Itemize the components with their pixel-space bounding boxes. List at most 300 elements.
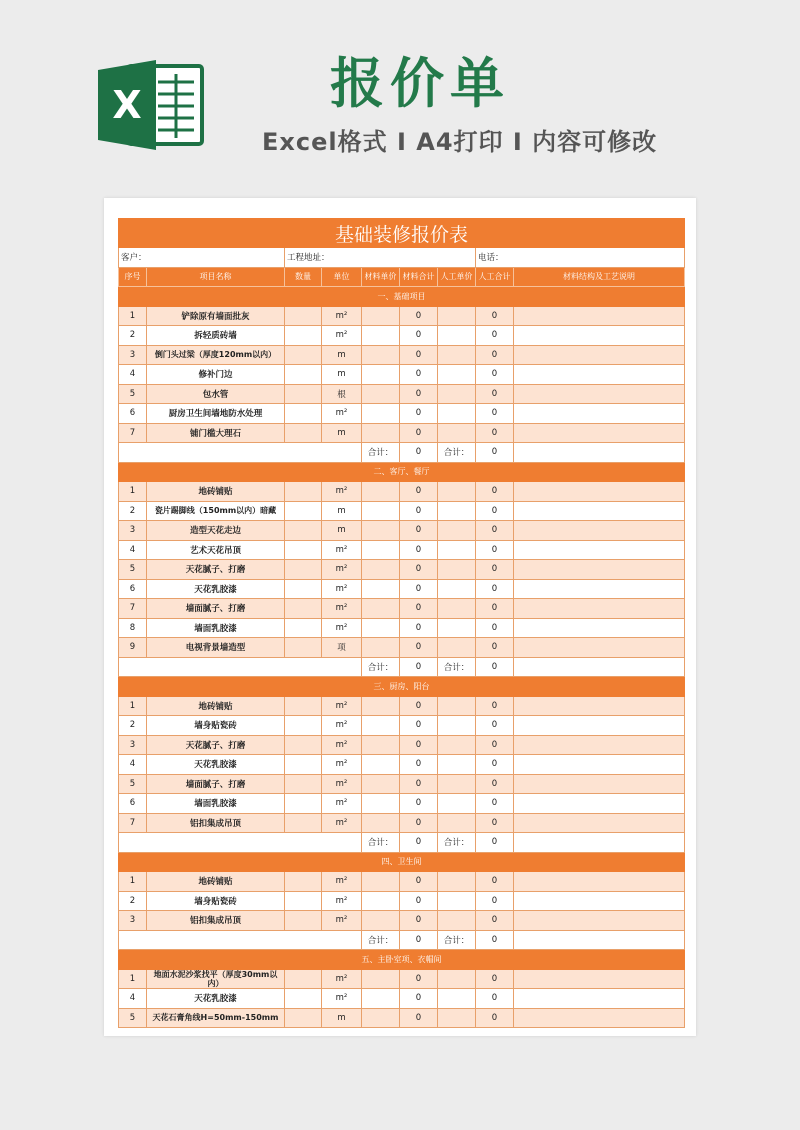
material-price-cell[interactable] xyxy=(362,716,400,736)
table-row[interactable] xyxy=(119,891,685,911)
subtotal-material: 0 xyxy=(400,657,438,677)
description-cell[interactable] xyxy=(514,735,685,755)
item-name[interactable]: 铺门槛大理石 xyxy=(147,423,285,443)
subtotal-labor: 0 xyxy=(476,833,514,853)
material-price-cell[interactable] xyxy=(362,384,400,404)
labor-total-cell: 0 xyxy=(476,384,514,404)
unit-cell: m xyxy=(322,423,362,443)
item-name[interactable]: 天花乳胶漆 xyxy=(147,755,285,775)
material-price-cell[interactable] xyxy=(362,735,400,755)
table-row[interactable] xyxy=(119,345,685,365)
quantity-cell[interactable] xyxy=(285,638,322,658)
labor-price-cell[interactable] xyxy=(438,989,476,1009)
address-field[interactable]: 工程地址： xyxy=(285,248,476,268)
item-name[interactable]: 墙面腻子、打磨 xyxy=(147,599,285,619)
labor-total-cell: 0 xyxy=(476,716,514,736)
material-price-cell[interactable] xyxy=(362,521,400,541)
quantity-cell[interactable] xyxy=(285,891,322,911)
table-row[interactable] xyxy=(119,521,685,541)
material-total-cell: 0 xyxy=(400,384,438,404)
item-name[interactable]: 铝扣集成吊顶 xyxy=(147,813,285,833)
item-name[interactable]: 天花腻子、打磨 xyxy=(147,735,285,755)
material-price-cell[interactable] xyxy=(362,813,400,833)
material-price-cell[interactable] xyxy=(362,345,400,365)
unit-cell: m² xyxy=(322,735,362,755)
item-name[interactable]: 造型天花走边 xyxy=(147,521,285,541)
description-cell[interactable] xyxy=(514,384,685,404)
labor-price-cell[interactable] xyxy=(438,423,476,443)
unit-cell: m² xyxy=(322,618,362,638)
quantity-cell[interactable] xyxy=(285,599,322,619)
material-total-cell: 0 xyxy=(400,911,438,931)
subtotal-material: 0 xyxy=(400,443,438,463)
labor-price-cell[interactable] xyxy=(438,540,476,560)
row-number: 8 xyxy=(119,618,147,638)
subtotal-spacer xyxy=(119,930,362,950)
table-row[interactable] xyxy=(119,872,685,892)
material-price-cell[interactable] xyxy=(362,618,400,638)
table-row[interactable] xyxy=(119,716,685,736)
row-number: 1 xyxy=(119,482,147,502)
labor-price-cell[interactable] xyxy=(438,774,476,794)
table-row[interactable] xyxy=(119,501,685,521)
quantity-cell[interactable] xyxy=(285,540,322,560)
labor-total-cell: 0 xyxy=(476,794,514,814)
item-name[interactable]: 修补门边 xyxy=(147,365,285,385)
section-title: 四、卫生间 xyxy=(119,852,685,872)
quantity-cell[interactable] xyxy=(285,813,322,833)
customer-field[interactable]: 客户： xyxy=(119,248,285,268)
table-row[interactable] xyxy=(119,326,685,346)
table-row[interactable] xyxy=(119,755,685,775)
material-total-cell: 0 xyxy=(400,794,438,814)
item-name[interactable]: 天花腻子、打磨 xyxy=(147,560,285,580)
material-price-cell[interactable] xyxy=(362,696,400,716)
item-name[interactable]: 墙面乳胶漆 xyxy=(147,618,285,638)
labor-total-cell: 0 xyxy=(476,326,514,346)
item-name[interactable]: 包水管 xyxy=(147,384,285,404)
subtotal-spacer xyxy=(119,443,362,463)
description-cell[interactable] xyxy=(514,521,685,541)
table-row[interactable] xyxy=(119,365,685,385)
row-number: 4 xyxy=(119,540,147,560)
item-name[interactable]: 墙面乳胶漆 xyxy=(147,794,285,814)
labor-price-cell[interactable] xyxy=(438,794,476,814)
labor-total-cell: 0 xyxy=(476,891,514,911)
quantity-cell[interactable] xyxy=(285,696,322,716)
quantity-cell[interactable] xyxy=(285,404,322,424)
col-header: 材料合计 xyxy=(400,267,438,287)
labor-price-cell[interactable] xyxy=(438,1008,476,1028)
row-number: 5 xyxy=(119,1008,147,1028)
item-name[interactable]: 天花石膏角线H=50mm-150mm xyxy=(147,1008,285,1028)
description-cell[interactable] xyxy=(514,326,685,346)
description-cell[interactable] xyxy=(514,696,685,716)
quantity-cell[interactable] xyxy=(285,345,322,365)
quantity-cell[interactable] xyxy=(285,755,322,775)
material-total-cell: 0 xyxy=(400,872,438,892)
section-title: 三、厨房、阳台 xyxy=(119,677,685,697)
table-row[interactable] xyxy=(119,618,685,638)
description-cell[interactable] xyxy=(514,345,685,365)
labor-price-cell[interactable] xyxy=(438,345,476,365)
description-cell[interactable] xyxy=(514,969,685,989)
labor-total-cell: 0 xyxy=(476,638,514,658)
labor-price-cell[interactable] xyxy=(438,306,476,326)
item-name[interactable]: 铲除原有墙面批灰 xyxy=(147,306,285,326)
material-price-cell[interactable] xyxy=(362,540,400,560)
labor-price-cell[interactable] xyxy=(438,560,476,580)
quantity-cell[interactable] xyxy=(285,1008,322,1028)
material-total-cell: 0 xyxy=(400,579,438,599)
description-cell[interactable] xyxy=(514,872,685,892)
unit-cell: m² xyxy=(322,813,362,833)
subtotal-spacer xyxy=(119,657,362,677)
unit-cell: m² xyxy=(322,404,362,424)
quantity-cell[interactable] xyxy=(285,989,322,1009)
labor-price-cell[interactable] xyxy=(438,716,476,736)
item-name[interactable]: 铝扣集成吊顶 xyxy=(147,911,285,931)
description-cell[interactable] xyxy=(514,794,685,814)
labor-total-cell: 0 xyxy=(476,813,514,833)
quantity-cell[interactable] xyxy=(285,521,322,541)
row-number: 6 xyxy=(119,404,147,424)
material-total-cell: 0 xyxy=(400,345,438,365)
table-row[interactable] xyxy=(119,540,685,560)
labor-total-cell: 0 xyxy=(476,521,514,541)
labor-total-cell: 0 xyxy=(476,501,514,521)
table-row[interactable] xyxy=(119,1008,685,1028)
unit-cell: m² xyxy=(322,989,362,1009)
quantity-cell[interactable] xyxy=(285,482,322,502)
item-name[interactable]: 瓷片踢脚线（150mm以内）暗藏 xyxy=(147,501,285,521)
material-total-cell: 0 xyxy=(400,813,438,833)
table-row[interactable] xyxy=(119,599,685,619)
table-row[interactable] xyxy=(119,813,685,833)
unit-cell: m² xyxy=(322,560,362,580)
description-cell[interactable] xyxy=(514,989,685,1009)
row-number: 4 xyxy=(119,755,147,775)
table-row[interactable] xyxy=(119,969,685,989)
item-name[interactable]: 墙面腻子、打磨 xyxy=(147,774,285,794)
description-cell[interactable] xyxy=(514,774,685,794)
subtotal-material: 0 xyxy=(400,930,438,950)
material-price-cell[interactable] xyxy=(362,579,400,599)
description-cell[interactable] xyxy=(514,638,685,658)
quantity-cell[interactable] xyxy=(285,423,322,443)
description-cell[interactable] xyxy=(514,599,685,619)
table-row[interactable] xyxy=(119,404,685,424)
labor-price-cell[interactable] xyxy=(438,755,476,775)
material-total-cell: 0 xyxy=(400,560,438,580)
quantity-cell[interactable] xyxy=(285,911,322,931)
table-row[interactable] xyxy=(119,735,685,755)
description-cell[interactable] xyxy=(514,911,685,931)
quantity-cell[interactable] xyxy=(285,501,322,521)
table-row[interactable] xyxy=(119,774,685,794)
quantity-cell[interactable] xyxy=(285,365,322,385)
labor-total-cell: 0 xyxy=(476,969,514,989)
unit-cell: m² xyxy=(322,716,362,736)
labor-price-cell[interactable] xyxy=(438,384,476,404)
labor-price-cell[interactable] xyxy=(438,911,476,931)
material-price-cell[interactable] xyxy=(362,599,400,619)
unit-cell: 项 xyxy=(322,638,362,658)
material-price-cell[interactable] xyxy=(362,501,400,521)
labor-total-cell: 0 xyxy=(476,872,514,892)
col-header: 数量 xyxy=(285,267,322,287)
description-cell[interactable] xyxy=(514,755,685,775)
quantity-cell[interactable] xyxy=(285,969,322,989)
material-price-cell[interactable] xyxy=(362,891,400,911)
description-cell[interactable] xyxy=(514,1008,685,1028)
row-number: 2 xyxy=(119,891,147,911)
table-row[interactable] xyxy=(119,482,685,502)
labor-price-cell[interactable] xyxy=(438,482,476,502)
item-name[interactable]: 地砖铺贴 xyxy=(147,872,285,892)
unit-cell: m² xyxy=(322,774,362,794)
material-price-cell[interactable] xyxy=(362,969,400,989)
unit-cell: m² xyxy=(322,794,362,814)
labor-price-cell[interactable] xyxy=(438,579,476,599)
table-row[interactable] xyxy=(119,560,685,580)
labor-price-cell[interactable] xyxy=(438,501,476,521)
description-cell[interactable] xyxy=(514,560,685,580)
description-cell[interactable] xyxy=(514,540,685,560)
quantity-cell[interactable] xyxy=(285,579,322,599)
row-number: 3 xyxy=(119,911,147,931)
row-number: 6 xyxy=(119,579,147,599)
quantity-cell[interactable] xyxy=(285,716,322,736)
table-row[interactable] xyxy=(119,579,685,599)
item-name[interactable]: 电视背景墙造型 xyxy=(147,638,285,658)
quantity-cell[interactable] xyxy=(285,618,322,638)
material-price-cell[interactable] xyxy=(362,774,400,794)
col-header: 材料单价 xyxy=(362,267,400,287)
material-price-cell[interactable] xyxy=(362,794,400,814)
material-price-cell[interactable] xyxy=(362,638,400,658)
page-subtitle: Excel格式 I A4打印 I 内容可修改 xyxy=(262,128,658,156)
subtotal-label: 合计： xyxy=(438,657,476,677)
labor-total-cell: 0 xyxy=(476,560,514,580)
material-total-cell: 0 xyxy=(400,755,438,775)
labor-price-cell[interactable] xyxy=(438,735,476,755)
unit-cell: m² xyxy=(322,326,362,346)
quantity-cell[interactable] xyxy=(285,735,322,755)
item-name[interactable]: 地砖铺贴 xyxy=(147,482,285,502)
unit-cell: m xyxy=(322,501,362,521)
subtotal-labor: 0 xyxy=(476,657,514,677)
material-price-cell[interactable] xyxy=(362,872,400,892)
phone-field[interactable]: 电话： xyxy=(476,248,685,268)
subtotal-label: 合计： xyxy=(438,833,476,853)
quote-table xyxy=(118,218,685,1028)
description-cell[interactable] xyxy=(514,365,685,385)
section-title: 一、基础项目 xyxy=(119,287,685,307)
labor-total-cell: 0 xyxy=(476,735,514,755)
labor-price-cell[interactable] xyxy=(438,638,476,658)
material-price-cell[interactable] xyxy=(362,560,400,580)
labor-total-cell: 0 xyxy=(476,482,514,502)
subtotal-label: 合计： xyxy=(362,833,400,853)
material-price-cell[interactable] xyxy=(362,423,400,443)
quantity-cell[interactable] xyxy=(285,872,322,892)
labor-total-cell: 0 xyxy=(476,618,514,638)
subtotal-row xyxy=(119,833,685,853)
description-cell[interactable] xyxy=(514,813,685,833)
material-price-cell[interactable] xyxy=(362,326,400,346)
description-cell[interactable] xyxy=(514,891,685,911)
item-name[interactable]: 艺术天花吊顶 xyxy=(147,540,285,560)
quantity-cell[interactable] xyxy=(285,384,322,404)
subtotal-row xyxy=(119,930,685,950)
material-total-cell: 0 xyxy=(400,1008,438,1028)
labor-total-cell: 0 xyxy=(476,755,514,775)
labor-price-cell[interactable] xyxy=(438,599,476,619)
item-name[interactable]: 地砖铺贴 xyxy=(147,696,285,716)
table-row[interactable] xyxy=(119,384,685,404)
material-total-cell: 0 xyxy=(400,735,438,755)
material-price-cell[interactable] xyxy=(362,365,400,385)
labor-price-cell[interactable] xyxy=(438,872,476,892)
row-number: 2 xyxy=(119,716,147,736)
unit-cell: m² xyxy=(322,872,362,892)
table-row[interactable] xyxy=(119,911,685,931)
row-number: 1 xyxy=(119,872,147,892)
labor-price-cell[interactable] xyxy=(438,521,476,541)
row-number: 7 xyxy=(119,813,147,833)
subtotal-spacer xyxy=(514,657,685,677)
material-price-cell[interactable] xyxy=(362,911,400,931)
material-total-cell: 0 xyxy=(400,638,438,658)
quantity-cell[interactable] xyxy=(285,560,322,580)
row-number: 7 xyxy=(119,423,147,443)
quantity-cell[interactable] xyxy=(285,306,322,326)
item-name[interactable]: 墙身贴瓷砖 xyxy=(147,716,285,736)
quantity-cell[interactable] xyxy=(285,794,322,814)
material-total-cell: 0 xyxy=(400,365,438,385)
labor-price-cell[interactable] xyxy=(438,969,476,989)
material-price-cell[interactable] xyxy=(362,989,400,1009)
item-name[interactable]: 厨房卫生间墙地防水处理 xyxy=(147,404,285,424)
row-number: 3 xyxy=(119,735,147,755)
item-name[interactable]: 天花乳胶漆 xyxy=(147,989,285,1009)
material-price-cell[interactable] xyxy=(362,1008,400,1028)
description-cell[interactable] xyxy=(514,501,685,521)
subtotal-labor: 0 xyxy=(476,930,514,950)
item-name[interactable]: 拆轻质砖墙 xyxy=(147,326,285,346)
labor-total-cell: 0 xyxy=(476,306,514,326)
subtotal-row xyxy=(119,443,685,463)
description-cell[interactable] xyxy=(514,482,685,502)
row-number: 6 xyxy=(119,794,147,814)
material-total-cell: 0 xyxy=(400,306,438,326)
labor-total-cell: 0 xyxy=(476,774,514,794)
subtotal-label: 合计： xyxy=(438,443,476,463)
labor-price-cell[interactable] xyxy=(438,696,476,716)
table-title: 基础装修报价表 xyxy=(119,219,685,248)
description-cell[interactable] xyxy=(514,306,685,326)
table-row[interactable] xyxy=(119,423,685,443)
subtotal-label: 合计： xyxy=(362,930,400,950)
table-row[interactable] xyxy=(119,989,685,1009)
labor-price-cell[interactable] xyxy=(438,891,476,911)
col-header: 序号 xyxy=(119,267,147,287)
col-header: 项目名称 xyxy=(147,267,285,287)
labor-price-cell[interactable] xyxy=(438,813,476,833)
labor-price-cell[interactable] xyxy=(438,365,476,385)
material-price-cell[interactable] xyxy=(362,482,400,502)
page-title: 报价单 xyxy=(330,52,510,115)
unit-cell: 根 xyxy=(322,384,362,404)
excel-logo-icon xyxy=(98,60,208,150)
quantity-cell[interactable] xyxy=(285,326,322,346)
item-name[interactable]: 地面水泥沙浆找平（厚度30mm以内） xyxy=(147,969,285,989)
material-total-cell: 0 xyxy=(400,540,438,560)
table-row[interactable] xyxy=(119,638,685,658)
row-number: 1 xyxy=(119,306,147,326)
section-title: 五、主卧室项、衣帽间 xyxy=(119,950,685,970)
quantity-cell[interactable] xyxy=(285,774,322,794)
description-cell[interactable] xyxy=(514,404,685,424)
row-number: 9 xyxy=(119,638,147,658)
material-price-cell[interactable] xyxy=(362,404,400,424)
unit-cell: m² xyxy=(322,696,362,716)
unit-cell: m² xyxy=(322,911,362,931)
subtotal-spacer xyxy=(119,833,362,853)
row-number: 4 xyxy=(119,989,147,1009)
material-total-cell: 0 xyxy=(400,501,438,521)
labor-total-cell: 0 xyxy=(476,1008,514,1028)
col-header: 人工单价 xyxy=(438,267,476,287)
subtotal-labor: 0 xyxy=(476,443,514,463)
section-title: 二、客厅、餐厅 xyxy=(119,462,685,482)
labor-total-cell: 0 xyxy=(476,911,514,931)
item-name[interactable]: 墙身贴瓷砖 xyxy=(147,891,285,911)
material-total-cell: 0 xyxy=(400,599,438,619)
material-total-cell: 0 xyxy=(400,618,438,638)
labor-price-cell[interactable] xyxy=(438,404,476,424)
unit-cell: m xyxy=(322,345,362,365)
description-cell[interactable] xyxy=(514,618,685,638)
labor-total-cell: 0 xyxy=(476,345,514,365)
material-price-cell[interactable] xyxy=(362,755,400,775)
subtotal-label: 合计： xyxy=(362,443,400,463)
subtotal-label: 合计： xyxy=(362,657,400,677)
unit-cell: m² xyxy=(322,599,362,619)
material-total-cell: 0 xyxy=(400,521,438,541)
table-row[interactable] xyxy=(119,696,685,716)
labor-price-cell[interactable] xyxy=(438,618,476,638)
material-price-cell[interactable] xyxy=(362,306,400,326)
item-name[interactable]: 天花乳胶漆 xyxy=(147,579,285,599)
table-row[interactable] xyxy=(119,794,685,814)
table-row[interactable] xyxy=(119,306,685,326)
material-total-cell: 0 xyxy=(400,989,438,1009)
col-header: 材料结构及工艺说明 xyxy=(514,267,685,287)
labor-total-cell: 0 xyxy=(476,579,514,599)
labor-price-cell[interactable] xyxy=(438,326,476,346)
description-cell[interactable] xyxy=(514,423,685,443)
subtotal-label: 合计： xyxy=(438,930,476,950)
unit-cell: m xyxy=(322,1008,362,1028)
labor-total-cell: 0 xyxy=(476,696,514,716)
unit-cell: m² xyxy=(322,891,362,911)
description-cell[interactable] xyxy=(514,579,685,599)
description-cell[interactable] xyxy=(514,716,685,736)
item-name[interactable]: 倒门头过梁（厚度120mm以内） xyxy=(147,345,285,365)
labor-total-cell: 0 xyxy=(476,540,514,560)
